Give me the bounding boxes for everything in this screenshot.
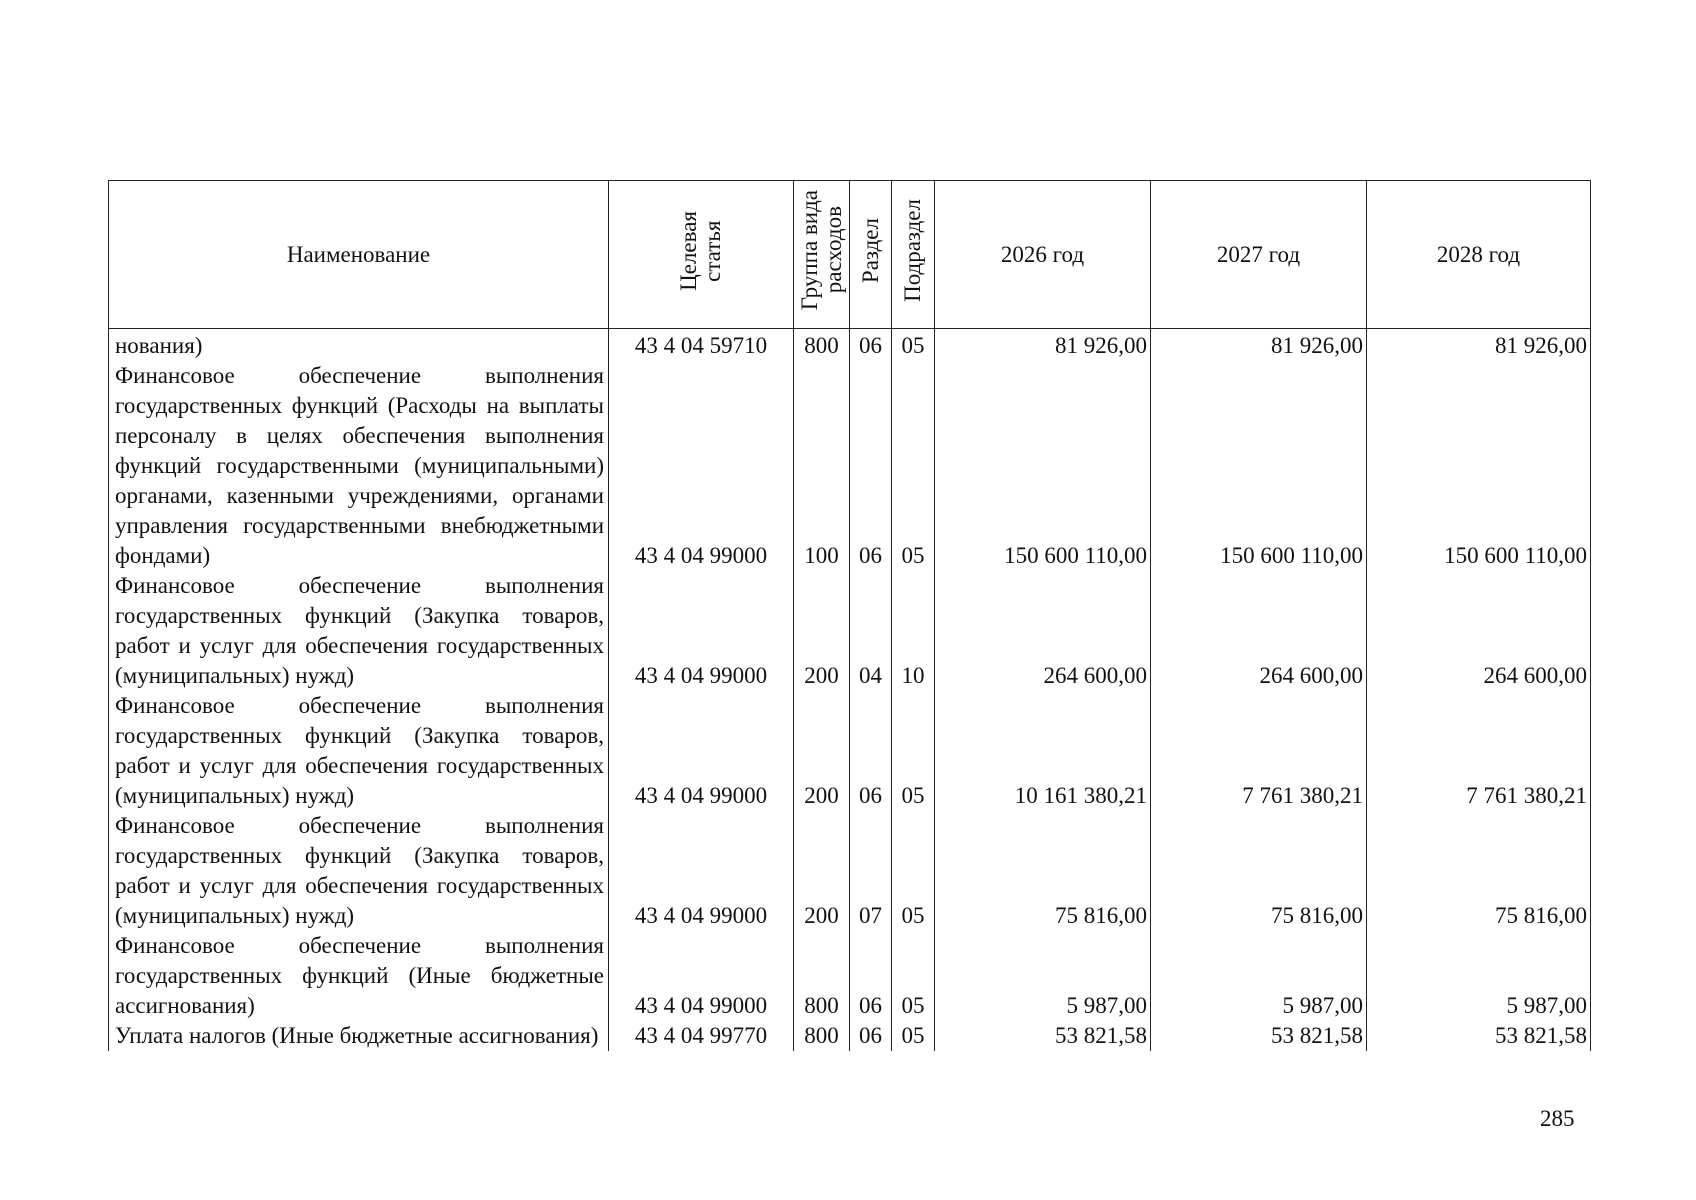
header-year-2026: 2026 год [935,181,1151,329]
cell-year-2026: 10 161 380,21 [935,691,1151,811]
cell-year-2027: 5 987,00 [1151,931,1367,1021]
cell-section: 06 [850,691,892,811]
table-header-row [109,181,1591,329]
cell-year-2028: 81 926,00 [1367,329,1591,362]
cell-year-2026: 5 987,00 [935,931,1151,1021]
cell-name: Финансовое обеспечение выполнения государственных функций (Расходы на выплаты персоналу в целях обеспечения выполнения функций государственными (муниципальными) органами, казенными учреждениями, органами управления государственными внебюджетными фондами) [109,361,609,571]
cell-subsection: 05 [892,931,935,1021]
cell-expense-group: 200 [794,571,850,691]
cell-section: 04 [850,571,892,691]
cell-section: 06 [850,931,892,1021]
cell-name: Финансовое обеспечение выполнения государственных функций (Иные бюджетные ассигнования) [109,931,609,1021]
cell-year-2027: 150 600 110,00 [1151,361,1367,571]
cell-year-2028: 5 987,00 [1367,931,1591,1021]
table-row [109,361,1591,571]
cell-year-2028: 75 816,00 [1367,811,1591,931]
cell-subsection: 05 [892,361,935,571]
cell-year-2027: 75 816,00 [1151,811,1367,931]
cell-target-article: 43 4 04 59710 [609,329,794,362]
cell-name: Уплата налогов (Иные бюджетные ассигнования) [109,1021,609,1051]
header-expense-group: Группа вида расходов [794,181,850,329]
cell-section: 06 [850,1021,892,1051]
cell-year-2027: 81 926,00 [1151,329,1367,362]
cell-subsection: 10 [892,571,935,691]
table-body [109,329,1591,1052]
budget-table [108,180,1591,1051]
cell-name: Финансовое обеспечение выполнения государственных функций (Закупка товаров, работ и услуг для обеспечения государственных (муниципальных) нужд) [109,691,609,811]
table-row [109,329,1591,362]
cell-section: 06 [850,361,892,571]
cell-target-article: 43 4 04 99000 [609,811,794,931]
cell-year-2028: 264 600,00 [1367,571,1591,691]
cell-expense-group: 100 [794,361,850,571]
header-target-article: Целевая статья [609,181,794,329]
cell-section: 07 [850,811,892,931]
cell-year-2028: 7 761 380,21 [1367,691,1591,811]
cell-section: 06 [850,329,892,362]
cell-year-2026: 264 600,00 [935,571,1151,691]
cell-expense-group: 800 [794,329,850,362]
table-row [109,931,1591,1021]
cell-year-2026: 75 816,00 [935,811,1151,931]
cell-expense-group: 800 [794,931,850,1021]
cell-name: нования) [109,329,609,362]
cell-target-article: 43 4 04 99000 [609,571,794,691]
cell-year-2028: 53 821,58 [1367,1021,1591,1051]
header-year-2028: 2028 год [1367,181,1591,329]
cell-year-2026: 53 821,58 [935,1021,1151,1051]
cell-name: Финансовое обеспечение выполнения государственных функций (Закупка товаров, работ и услуг для обеспечения государственных (муниципальных) нужд) [109,571,609,691]
cell-year-2026: 81 926,00 [935,329,1151,362]
cell-year-2027: 53 821,58 [1151,1021,1367,1051]
cell-target-article: 43 4 04 99000 [609,931,794,1021]
cell-year-2027: 264 600,00 [1151,571,1367,691]
cell-expense-group: 200 [794,691,850,811]
page-number: 285 [1540,1106,1575,1131]
cell-subsection: 05 [892,1021,935,1051]
cell-target-article: 43 4 04 99000 [609,361,794,571]
cell-year-2026: 150 600 110,00 [935,361,1151,571]
cell-target-article: 43 4 04 99000 [609,691,794,811]
table-row [109,811,1591,931]
header-year-2027: 2027 год [1151,181,1367,329]
cell-expense-group: 200 [794,811,850,931]
cell-target-article: 43 4 04 99770 [609,1021,794,1051]
header-subsection: Подраздел [892,181,935,329]
cell-subsection: 05 [892,811,935,931]
header-name: Наименование [109,181,609,329]
cell-subsection: 05 [892,329,935,362]
cell-year-2027: 7 761 380,21 [1151,691,1367,811]
cell-subsection: 05 [892,691,935,811]
table-row [109,571,1591,691]
header-section: Раздел [850,181,892,329]
cell-year-2028: 150 600 110,00 [1367,361,1591,571]
table-row [109,691,1591,811]
cell-expense-group: 800 [794,1021,850,1051]
cell-name: Финансовое обеспечение выполнения государственных функций (Закупка товаров, работ и услуг для обеспечения государственных (муниципальных) нужд) [109,811,609,931]
table-row [109,1021,1591,1051]
